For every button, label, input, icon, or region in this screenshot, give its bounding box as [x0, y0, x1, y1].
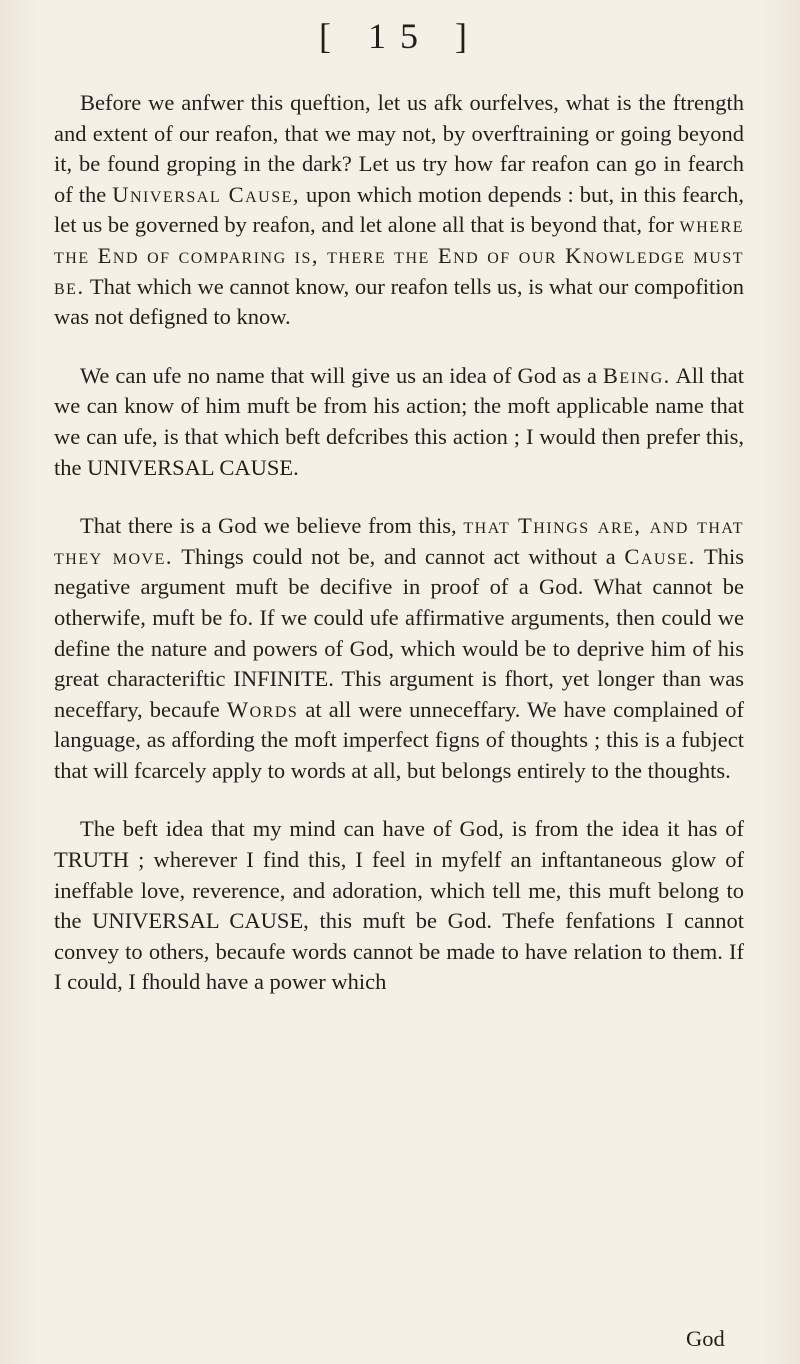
catchword: God: [686, 1326, 725, 1351]
text-run: The beft idea that my mind can have of God, is from the idea it has of TRUTH ; wherever I find this, I feel in myfelf an inftantaneous glow of ineffable love, reverence, and adoration, which tell me, this muft belong to the UNIVERSAL CAUSE, this muft be God. Thefe fenfations I cannot convey to others, becaufe words cannot be made to have relation to them. If I could, I fhould have a power which: [54, 816, 744, 995]
text-run: at all were unneceffary. We have complained of language, as affording the moft imperfect figns of thoughts ; this is a fubject that will fcarcely apply to words at all, but belongs entirely to the thoughts.: [54, 696, 744, 783]
small-caps-run: Universal Cause,: [112, 181, 301, 207]
small-caps-run: that Things are, and that they move.: [54, 513, 744, 569]
text-run: All that we can know of him muft be from his action; the moft applicable name that we can ufe, is that which beft defcribes this action ; I would then prefer this, the UNIVERSAL CAUSE.: [54, 362, 745, 480]
paragraph: [54, 88, 744, 333]
small-caps-run: where the End of comparing is, there the End of our Knowledge must be.: [54, 212, 744, 299]
text-run: That there is a God we believe from this,: [80, 513, 464, 539]
small-caps-run: Words: [226, 696, 299, 722]
paragraph: [54, 361, 744, 483]
text-run: Before we anfwer this queftion, let us afk ourfelves, what is the ftrength and extent of our reafon, that we may not, by overftraining or going beyond it, be found groping in the dark? Let us try how far reafon can go in fearch of the: [54, 90, 744, 207]
text-run: We can ufe no name that will give us an idea of God as a: [80, 362, 603, 388]
paragraph: [54, 814, 744, 998]
text-run: Things could not be, and cannot act without a: [173, 543, 625, 569]
small-caps-run: Cause.: [624, 543, 696, 569]
paragraph: [54, 511, 744, 786]
small-caps-run: Being.: [602, 362, 671, 388]
page-number: [ 15 ]: [319, 16, 481, 56]
page-body: [54, 88, 744, 998]
text-run: This negative argument muft be decifive in proof of a God. What cannot be otherwife, muft be fo. If we could ufe affirmative arguments, then could we define the nature and powers of God, which would be to deprive him of his great characteriftic INFINITE. This argument is fhort, yet longer than was neceffary, becaufe: [54, 543, 744, 722]
text-run: That which we cannot know, our reafon tells us, is what our compofition was not defigned to know.: [54, 273, 744, 330]
text-run: upon which motion depends : but, in this fearch, let us be governed by reafon, and let alone all that is beyond that, for: [54, 181, 744, 238]
